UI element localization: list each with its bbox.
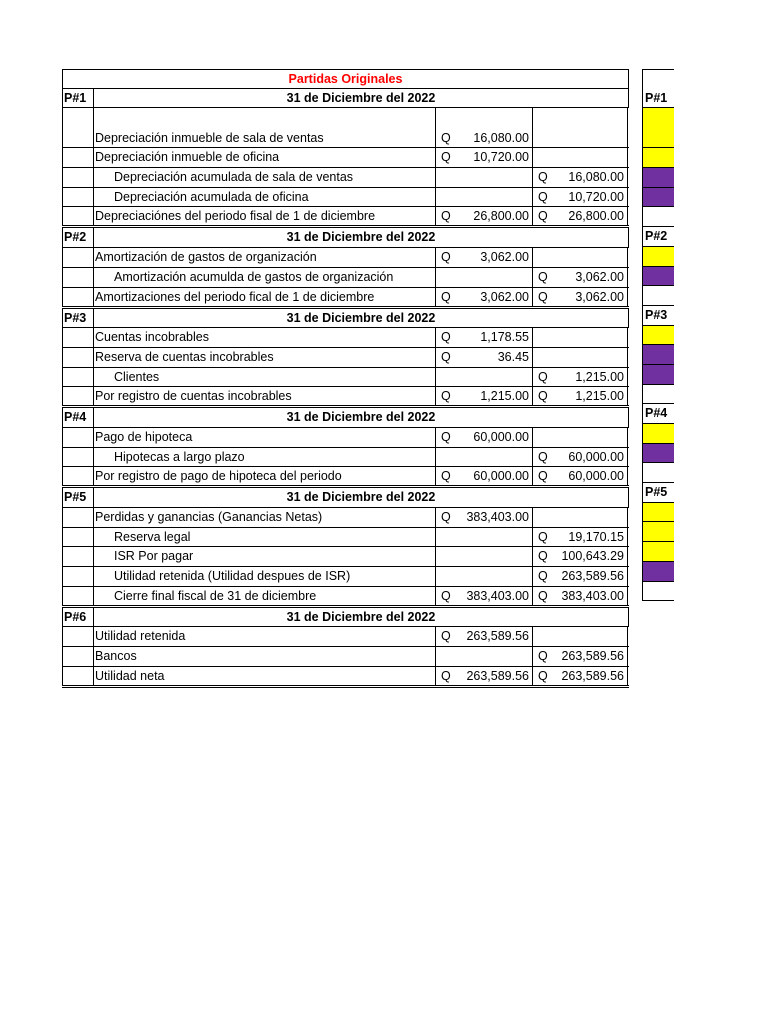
entry-id-cell (62, 248, 93, 267)
credit-cell (532, 587, 628, 605)
debit-cell (435, 547, 532, 566)
currency-symbol: Q (441, 150, 451, 165)
side-color-cell (642, 503, 674, 523)
currency-symbol: Q (441, 330, 451, 345)
table-title-row (62, 69, 629, 89)
account-description: Depreciación inmueble de oficina (93, 148, 435, 167)
amount-value: 3,062.00 (575, 289, 624, 304)
amount-value: 26,800.00 (473, 209, 529, 224)
side-color-cell (642, 286, 674, 306)
side-entry-id: P#5 (642, 483, 674, 503)
entry-id-cell (62, 188, 93, 207)
credit-cell (532, 108, 628, 147)
side-entry-id: P#2 (642, 227, 674, 247)
side-color-cell (642, 522, 674, 542)
debit-cell (435, 188, 532, 207)
credit-cell (532, 368, 628, 387)
credit-cell (532, 248, 628, 267)
table-title: Partidas Originales (62, 70, 629, 88)
entry-id-cell (62, 467, 93, 485)
entry-id-cell (62, 348, 93, 367)
entry-id-cell (62, 547, 93, 566)
debit-cell (435, 348, 532, 367)
credit-cell (532, 387, 628, 405)
currency-symbol: Q (441, 131, 451, 146)
entry-id-cell (62, 268, 93, 287)
debit-cell (435, 387, 532, 405)
amount-value: 36.45 (497, 349, 529, 364)
amount-value: 383,403.00 (561, 588, 624, 603)
entry-id-cell (62, 528, 93, 547)
debit-cell (435, 268, 532, 287)
entry-line-row (62, 528, 629, 548)
account-description: Depreciación acumulada de sala de ventas (93, 168, 435, 187)
debit-cell (435, 368, 532, 387)
amount-value: 60,000.00 (568, 469, 624, 484)
entry-id-cell (62, 328, 93, 347)
side-partial-table (642, 69, 674, 601)
side-color-cell (642, 108, 674, 148)
entry-line-row (62, 448, 629, 468)
currency-symbol: Q (441, 588, 451, 603)
entry-line-row (62, 547, 629, 567)
entries-container (62, 89, 629, 688)
amount-value: 16,080.00 (568, 170, 624, 185)
credit-cell (532, 428, 628, 447)
credit-cell (532, 168, 628, 187)
amount-value: 263,589.56 (561, 569, 624, 584)
amount-value: 1,215.00 (575, 369, 624, 384)
currency-symbol: Q (441, 250, 451, 265)
entry-header-row (62, 89, 629, 109)
debit-cell (435, 528, 532, 547)
amount-value: 383,403.00 (466, 510, 529, 524)
entry-line-row (62, 348, 629, 368)
entry-id-cell (62, 587, 93, 605)
entry-id-cell (62, 627, 93, 646)
credit-cell (532, 647, 628, 666)
entry-date: 31 de Diciembre del 2022 (93, 408, 629, 427)
entry-total-row (62, 288, 629, 309)
currency-symbol: Q (538, 549, 548, 564)
account-description: Amortizaciones del periodo fical de 1 de diciembre (93, 288, 435, 306)
credit-cell (532, 348, 628, 367)
account-description: Pago de hipoteca (93, 428, 435, 447)
debit-cell (435, 148, 532, 167)
side-color-cell (642, 365, 674, 385)
amount-value: 26,800.00 (568, 209, 624, 224)
side-color-cell (642, 562, 674, 582)
entry-id: P#4 (62, 408, 93, 427)
account-description: Utilidad neta (93, 667, 435, 685)
entry-total-row (62, 467, 629, 488)
side-entry-id: P#3 (642, 306, 674, 326)
debit-cell (435, 108, 532, 147)
currency-symbol: Q (441, 629, 451, 644)
account-description: Clientes (93, 368, 435, 387)
debit-cell (435, 168, 532, 187)
account-description: ISR Por pagar (93, 547, 435, 566)
currency-symbol: Q (538, 170, 548, 185)
side-entry-id: P#1 (642, 89, 674, 109)
entry-date: 31 de Diciembre del 2022 (93, 608, 629, 627)
side-color-cell (642, 148, 674, 168)
credit-cell (532, 268, 628, 287)
entry-id-cell (62, 567, 93, 586)
amount-value: 100,643.29 (561, 549, 624, 564)
currency-symbol: Q (441, 209, 451, 224)
entry-line-row (62, 108, 629, 148)
amount-value: 10,720.00 (568, 189, 624, 204)
entry-id-cell (62, 148, 93, 167)
entry-header-row (62, 408, 629, 428)
account-description: Por registro de cuentas incobrables (93, 387, 435, 405)
entry-id-cell (62, 428, 93, 447)
debit-cell (435, 288, 532, 306)
amount-value: 263,589.56 (561, 668, 624, 683)
currency-symbol: Q (538, 209, 548, 224)
account-description: Utilidad retenida (93, 627, 435, 646)
credit-cell (532, 627, 628, 646)
credit-cell (532, 567, 628, 586)
entry-total-row (62, 667, 629, 688)
currency-symbol: Q (538, 649, 548, 664)
debit-cell (435, 508, 532, 527)
account-description: Perdidas y ganancias (Ganancias Netas) (93, 508, 435, 527)
entry-line-row (62, 168, 629, 188)
debit-cell (435, 667, 532, 685)
entry-id-cell (62, 387, 93, 405)
amount-value: 3,062.00 (575, 269, 624, 284)
entry-id-cell (62, 207, 93, 225)
currency-symbol: Q (441, 289, 451, 304)
entry-line-row (62, 647, 629, 667)
credit-cell (532, 667, 628, 685)
amount-value: 60,000.00 (473, 469, 529, 484)
side-color-cell (642, 385, 674, 405)
account-description: Utilidad retenida (Utilidad despues de ISR) (93, 567, 435, 586)
side-color-cell (642, 207, 674, 227)
amount-value: 263,589.56 (466, 629, 529, 644)
debit-cell (435, 448, 532, 467)
entry-line-row (62, 368, 629, 388)
debit-cell (435, 627, 532, 646)
debit-cell (435, 207, 532, 225)
amount-value: 1,215.00 (480, 389, 529, 404)
journal-entries-table (62, 69, 629, 688)
entry-line-row (62, 328, 629, 348)
entry-id-cell (62, 448, 93, 467)
side-spacer (642, 69, 674, 89)
entry-header-row (62, 488, 629, 508)
currency-symbol: Q (538, 269, 548, 284)
debit-cell (435, 328, 532, 347)
currency-symbol: Q (538, 389, 548, 404)
currency-symbol: Q (538, 189, 548, 204)
debit-cell (435, 248, 532, 267)
debit-cell (435, 567, 532, 586)
account-description: Amortización acumulda de gastos de organización (93, 268, 435, 287)
entry-id-cell (62, 667, 93, 685)
amount-value: 383,403.00 (466, 588, 529, 603)
currency-symbol: Q (538, 569, 548, 584)
currency-symbol: Q (441, 469, 451, 484)
account-description: Depreciaciónes del periodo fisal de 1 de diciembre (93, 207, 435, 225)
side-color-cell (642, 582, 674, 602)
account-description: Hipotecas a largo plazo (93, 448, 435, 467)
entry-line-row (62, 428, 629, 448)
amount-value: 1,215.00 (575, 389, 624, 404)
entry-total-row (62, 387, 629, 408)
currency-symbol: Q (441, 389, 451, 404)
entry-line-row (62, 508, 629, 528)
credit-cell (532, 288, 628, 306)
debit-cell (435, 587, 532, 605)
amount-value: 3,062.00 (480, 250, 529, 265)
debit-cell (435, 467, 532, 485)
side-color-cell (642, 267, 674, 287)
currency-symbol: Q (538, 449, 548, 464)
currency-symbol: Q (538, 529, 548, 544)
currency-symbol: Q (441, 429, 451, 444)
entry-id: P#5 (62, 488, 93, 507)
account-description: Reserva legal (93, 528, 435, 547)
credit-cell (532, 328, 628, 347)
credit-cell (532, 207, 628, 225)
entry-id: P#3 (62, 309, 93, 328)
side-color-cell (642, 463, 674, 483)
amount-value: 263,589.56 (561, 649, 624, 664)
entry-line-row (62, 627, 629, 647)
entry-total-row (62, 587, 629, 608)
account-description: Reserva de cuentas incobrables (93, 348, 435, 367)
credit-cell (532, 467, 628, 485)
currency-symbol: Q (538, 668, 548, 683)
account-description: Depreciación inmueble de sala de ventas (93, 108, 435, 147)
entry-id: P#2 (62, 228, 93, 247)
side-entry-id: P#4 (642, 404, 674, 424)
entry-total-row (62, 207, 629, 228)
amount-value: 10,720.00 (473, 150, 529, 165)
credit-cell (532, 508, 628, 527)
entry-line-row (62, 268, 629, 288)
amount-value: 3,062.00 (480, 289, 529, 304)
credit-cell (532, 188, 628, 207)
amount-value: 1,178.55 (480, 330, 529, 345)
account-description: Por registro de pago de hipoteca del periodo (93, 467, 435, 485)
currency-symbol: Q (538, 588, 548, 603)
account-description: Depreciación acumulada de oficina (93, 188, 435, 207)
side-color-cell (642, 188, 674, 208)
entry-id: P#1 (62, 89, 93, 108)
side-color-cell (642, 247, 674, 267)
side-color-cell (642, 345, 674, 365)
entry-date: 31 de Diciembre del 2022 (93, 89, 629, 108)
entry-line-row (62, 188, 629, 208)
entry-header-row (62, 309, 629, 329)
amount-value: 60,000.00 (473, 429, 529, 444)
entry-line-row (62, 148, 629, 168)
entry-id-cell (62, 508, 93, 527)
side-color-cell (642, 444, 674, 464)
account-description: Cuentas incobrables (93, 328, 435, 347)
credit-cell (532, 148, 628, 167)
currency-symbol: Q (441, 349, 451, 364)
entry-date: 31 de Diciembre del 2022 (93, 488, 629, 507)
entry-id-cell (62, 368, 93, 387)
amount-value: 16,080.00 (473, 131, 529, 146)
entry-line-row (62, 248, 629, 268)
amount-value: 60,000.00 (568, 449, 624, 464)
entry-id: P#6 (62, 608, 93, 627)
credit-cell (532, 547, 628, 566)
account-description: Amortización de gastos de organización (93, 248, 435, 267)
side-color-cell (642, 326, 674, 346)
entry-id-cell (62, 288, 93, 306)
entry-date: 31 de Diciembre del 2022 (93, 309, 629, 328)
credit-cell (532, 448, 628, 467)
entry-id-cell (62, 168, 93, 187)
debit-cell (435, 428, 532, 447)
currency-symbol: Q (538, 289, 548, 304)
side-color-cell (642, 542, 674, 562)
entry-id-cell (62, 647, 93, 666)
side-color-cell (642, 168, 674, 188)
currency-symbol: Q (538, 469, 548, 484)
currency-symbol: Q (441, 668, 451, 683)
entry-line-row (62, 567, 629, 587)
credit-cell (532, 528, 628, 547)
debit-cell (435, 647, 532, 666)
side-color-cell (642, 424, 674, 444)
currency-symbol: Q (538, 369, 548, 384)
account-description: Cierre final fiscal de 31 de diciembre (93, 587, 435, 605)
entry-date: 31 de Diciembre del 2022 (93, 228, 629, 247)
entry-id-cell (62, 108, 93, 147)
account-description: Bancos (93, 647, 435, 666)
amount-value: 19,170.15 (568, 529, 624, 544)
entry-header-row (62, 228, 629, 248)
entry-header-row (62, 608, 629, 628)
currency-symbol: Q (441, 510, 451, 524)
amount-value: 263,589.56 (466, 668, 529, 683)
